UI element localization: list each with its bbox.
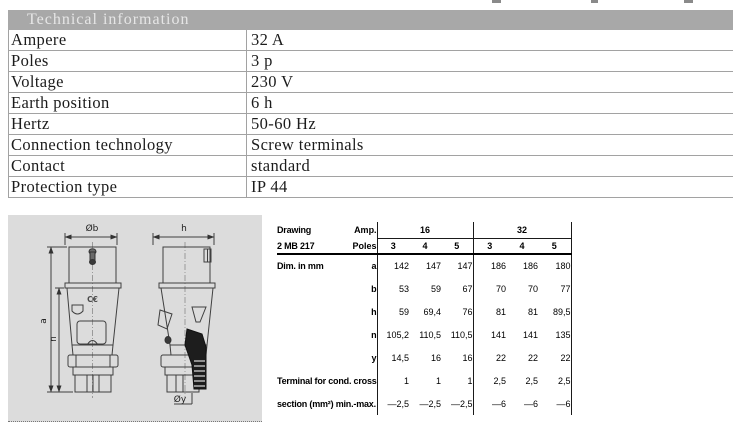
cropped-text-fragment xyxy=(492,0,501,3)
side-view-drawing xyxy=(153,233,215,404)
amp-group-16: 16 xyxy=(377,222,473,238)
row-value: standard xyxy=(246,156,733,176)
dimension-label-h: h xyxy=(181,224,187,234)
row-label: Earth position xyxy=(11,93,110,112)
terminal-value: 2,5 xyxy=(538,369,571,392)
dim-value: 14,5 xyxy=(377,346,409,369)
dimension-label-a: a xyxy=(39,318,49,324)
dim-value: 135 xyxy=(538,323,571,346)
section-value: —6 xyxy=(524,398,539,409)
section-min-max-row xyxy=(277,392,571,415)
pole-col-header: 4 xyxy=(506,238,538,254)
dim-row-a xyxy=(277,254,571,277)
pole-col-header: 3 xyxy=(377,238,409,254)
dimension-label-diameter-y: Øy xyxy=(173,395,187,405)
cropped-text-fragment xyxy=(684,0,693,3)
row-label: Contact xyxy=(11,156,66,175)
table-row xyxy=(9,51,733,72)
dim-letter: n xyxy=(371,329,377,340)
amp-header-row xyxy=(277,222,571,238)
row-label: Poles xyxy=(11,51,49,70)
amp-group-32: 32 xyxy=(473,222,571,238)
dim-letter: b xyxy=(371,283,377,294)
row-value: Screw terminals xyxy=(246,135,733,155)
dim-value: 110,5 xyxy=(450,329,473,340)
dim-value: 67 xyxy=(462,283,473,294)
row-label: Hertz xyxy=(11,114,50,133)
dim-value: 70 xyxy=(473,277,506,300)
dim-row-b xyxy=(277,277,571,300)
row-label: Protection type xyxy=(11,177,118,196)
dim-value: 22 xyxy=(538,346,571,369)
dim-value: 141 xyxy=(523,329,539,340)
dim-value: 147 xyxy=(457,261,473,271)
terminal-value: 1 xyxy=(467,375,473,386)
dim-in-mm-label: Dim. in mm xyxy=(277,261,324,271)
dim-value: 59 xyxy=(431,283,442,294)
dim-value: 77 xyxy=(538,277,571,300)
row-value: 32 A xyxy=(246,30,733,50)
dim-value: 81 xyxy=(473,300,506,323)
dim-value: 53 xyxy=(377,277,409,300)
dim-value: 81 xyxy=(528,306,539,317)
dim-value: 180 xyxy=(538,254,571,277)
ce-mark-label: C€ xyxy=(87,295,98,304)
poles-header-row xyxy=(277,238,571,254)
dim-row-n xyxy=(277,323,571,346)
dim-value: 110,5 xyxy=(419,329,442,340)
dimension-label-n: n xyxy=(49,336,59,342)
front-view-drawing xyxy=(47,233,121,398)
drawing-number: 2 MB 217 xyxy=(277,238,348,254)
dim-letter: y xyxy=(371,352,377,363)
dim-value: 186 xyxy=(473,254,506,277)
terminal-value: 2,5 xyxy=(473,369,506,392)
section-value: —6 xyxy=(538,392,571,415)
table-row xyxy=(9,114,733,135)
dim-value: 186 xyxy=(523,261,539,271)
pole-col-header: 5 xyxy=(441,238,473,254)
dim-value: 141 xyxy=(473,323,506,346)
technical-information-header: Technical information xyxy=(8,10,733,30)
dim-letter: a xyxy=(371,261,377,271)
row-label: Ampere xyxy=(11,30,67,49)
dim-value: 22 xyxy=(473,346,506,369)
row-value: 50-60 Hz xyxy=(246,114,733,134)
table-row xyxy=(9,30,733,51)
dim-letter: h xyxy=(371,306,377,317)
pole-col-header: 4 xyxy=(409,238,441,254)
row-value: 6 h xyxy=(246,93,733,113)
dim-value: 22 xyxy=(528,352,539,363)
section-value: —2,5 xyxy=(419,398,442,409)
drawing-label: Drawing xyxy=(277,225,312,235)
dim-value: 16 xyxy=(431,352,442,363)
table-row xyxy=(9,135,733,156)
row-value: 230 V xyxy=(246,72,733,92)
row-value: IP 44 xyxy=(246,177,733,197)
dim-value: 105,2 xyxy=(377,323,409,346)
table-row xyxy=(9,177,733,198)
dimension-label-diameter-b: Øb xyxy=(85,224,99,234)
technical-information-table xyxy=(8,10,733,198)
pole-col-header: 3 xyxy=(473,238,506,254)
dim-value: 59 xyxy=(377,300,409,323)
dimensions-table xyxy=(277,222,572,415)
table-row xyxy=(9,72,733,93)
technical-information-rows xyxy=(8,30,733,198)
section-value: —2,5 xyxy=(377,392,409,415)
terminal-label-line2: section (mm²) min.-max. xyxy=(277,398,376,409)
dim-value: 147 xyxy=(426,261,442,271)
amp-label: Amp. xyxy=(354,225,377,235)
table-row xyxy=(9,93,733,114)
plug-technical-drawing xyxy=(8,215,262,422)
dim-value: 76 xyxy=(462,306,473,317)
terminal-value: 2,5 xyxy=(525,375,539,386)
row-label: Connection technology xyxy=(11,135,173,154)
dim-value: 142 xyxy=(377,254,409,277)
dim-value: 69,4 xyxy=(423,306,442,317)
section-value: —6 xyxy=(473,392,506,415)
terminal-value: 1 xyxy=(436,375,442,386)
dim-row-y xyxy=(277,346,571,369)
poles-label: Poles xyxy=(348,238,377,254)
terminal-cross-section-row xyxy=(277,369,571,392)
section-value: —2,5 xyxy=(451,398,473,409)
terminal-label-line1: Terminal for cond. cross xyxy=(277,375,377,386)
pole-col-header: 5 xyxy=(538,238,571,254)
cropped-text-fragment xyxy=(591,0,598,3)
drawing-svg xyxy=(8,215,262,421)
dim-row-h xyxy=(277,300,571,323)
dim-value: 16 xyxy=(462,352,473,363)
row-label: Voltage xyxy=(11,72,64,91)
dim-value: 89,5 xyxy=(538,300,571,323)
dim-value: 70 xyxy=(528,283,539,294)
terminal-value: 1 xyxy=(377,369,409,392)
row-value: 3 p xyxy=(246,51,733,71)
table-row xyxy=(9,156,733,177)
